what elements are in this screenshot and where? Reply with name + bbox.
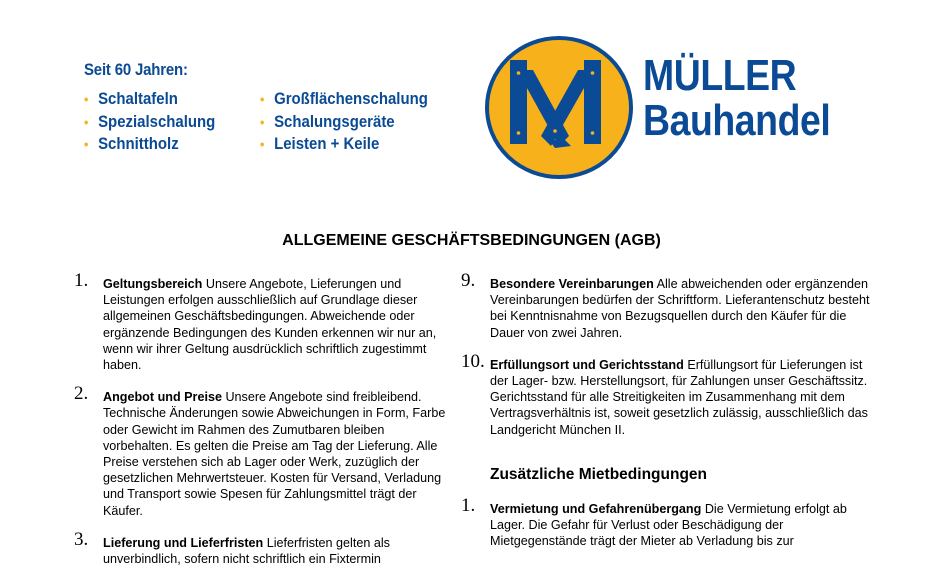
- item-text: Unsere Angebote, Lieferungen und Leistungen erfolgen ausschließlich auf Grundlage dieser allgemeinen Geschäftsbedingungen. Abweichende oder ergänzende Bedingungen des Kunden erkennen wir nur an, wenn wir ihrer Geltung ausdrücklich schriftlich zugestimmt haben.: [103, 277, 437, 373]
- item-number: 9.: [461, 270, 476, 291]
- product-item: • Schaltafeln: [84, 88, 215, 111]
- rental-terms-item: [461, 494, 881, 550]
- item-text: Die Vermietung erfolgt ab Lager. Die Gefahr für Verlust oder Beschädigung der Mietgegenstände trägt der Mieter ab Verladung bis zur: [490, 501, 847, 549]
- terms-item: [74, 383, 454, 519]
- company-slogan: [84, 60, 428, 153]
- terms-item: [74, 528, 454, 567]
- product-item: • Schnittholz: [84, 133, 215, 156]
- product-list-left: [84, 88, 233, 156]
- product-item: • Schalungsgeräte: [260, 111, 428, 134]
- item-number: 1.: [74, 270, 89, 291]
- item-text: Erfüllungsort für Lieferungen ist der Lager- bzw. Herstellungsort, für Zahlungen unser Geschäftssitz. Gerichtsstand für alle Streitigkeiten im Zusammenhang mit dem Vertragsverhältnis ist, soweit gesetzlich zulässig, ausschließlich das Landgericht München II.: [490, 357, 868, 437]
- item-text: Unsere Angebote sind freibleibend. Technische Änderungen sowie Abweichungen in Form, Farbe oder Gewicht im Rahmen des Zumutbaren bleiben vorbehalten. Es gelten die Preise am Tag der Lieferung. Alle Preise verstehen sich ab Lager oder Werk, zuzüglich der gesetzlichen Mehrwertsteuer. Kosten für Versand, Verladung und Transport sowie Spesen für Zahlungsmittel trägt der Käufer.: [103, 390, 446, 518]
- item-heading: Erfüllungsort und Gerichtsstand: [490, 357, 684, 372]
- bullet-icon: •: [84, 136, 89, 152]
- product-item: • Spezialschalung: [84, 111, 215, 134]
- mueller-logo-icon: [485, 36, 633, 179]
- item-heading: Vermietung und Gefahrenübergang: [490, 501, 702, 516]
- product-list-right: [260, 88, 451, 156]
- item-number: 1.: [461, 494, 476, 516]
- bullet-icon: •: [84, 91, 89, 107]
- product-item: • Großflächenschalung: [260, 88, 428, 111]
- brand-name: [643, 51, 863, 145]
- product-item: • Leisten + Keile: [260, 133, 428, 156]
- item-heading: Lieferung und Lieferfristen: [103, 535, 264, 550]
- left-column: [74, 270, 454, 583]
- brand-line-1: MÜLLER: [643, 51, 797, 100]
- item-heading: Geltungsbereich: [103, 277, 203, 291]
- bullet-icon: •: [260, 113, 265, 130]
- item-number: 3.: [74, 528, 89, 550]
- terms-item: [461, 350, 881, 438]
- rental-section-title: Zusätzliche Mietbedingungen: [490, 465, 708, 483]
- document-title: ALLGEMEINE GESCHÄFTSBEDINGUNGEN (AGB): [282, 232, 661, 249]
- item-text: Alle abweichenden oder ergänzenden Vereinbarungen bedürfen der Schriftform. Lieferantenschutz besteht bei Kenntnisnahme von Bezugsquellen durch den Käufer für die Dauer von zwei Jahren.: [490, 277, 870, 340]
- bullet-icon: •: [260, 91, 265, 107]
- item-heading: Angebot und Preise: [103, 390, 222, 405]
- bullet-icon: •: [84, 113, 89, 130]
- terms-item: [461, 270, 881, 341]
- right-column: [461, 270, 881, 565]
- brand-line-2: Bauhandel: [643, 96, 831, 145]
- item-number: 2.: [74, 383, 89, 405]
- bullet-icon: •: [260, 136, 265, 152]
- item-heading: Besondere Vereinbarungen: [490, 277, 654, 291]
- terms-item: [74, 270, 454, 373]
- item-text: Lieferfristen gelten als unverbindlich, sofern nicht schriftlich ein Fixtermin: [103, 535, 390, 567]
- item-number: 10.: [461, 350, 485, 372]
- slogan-title: Seit 60 Jahren:: [84, 60, 188, 79]
